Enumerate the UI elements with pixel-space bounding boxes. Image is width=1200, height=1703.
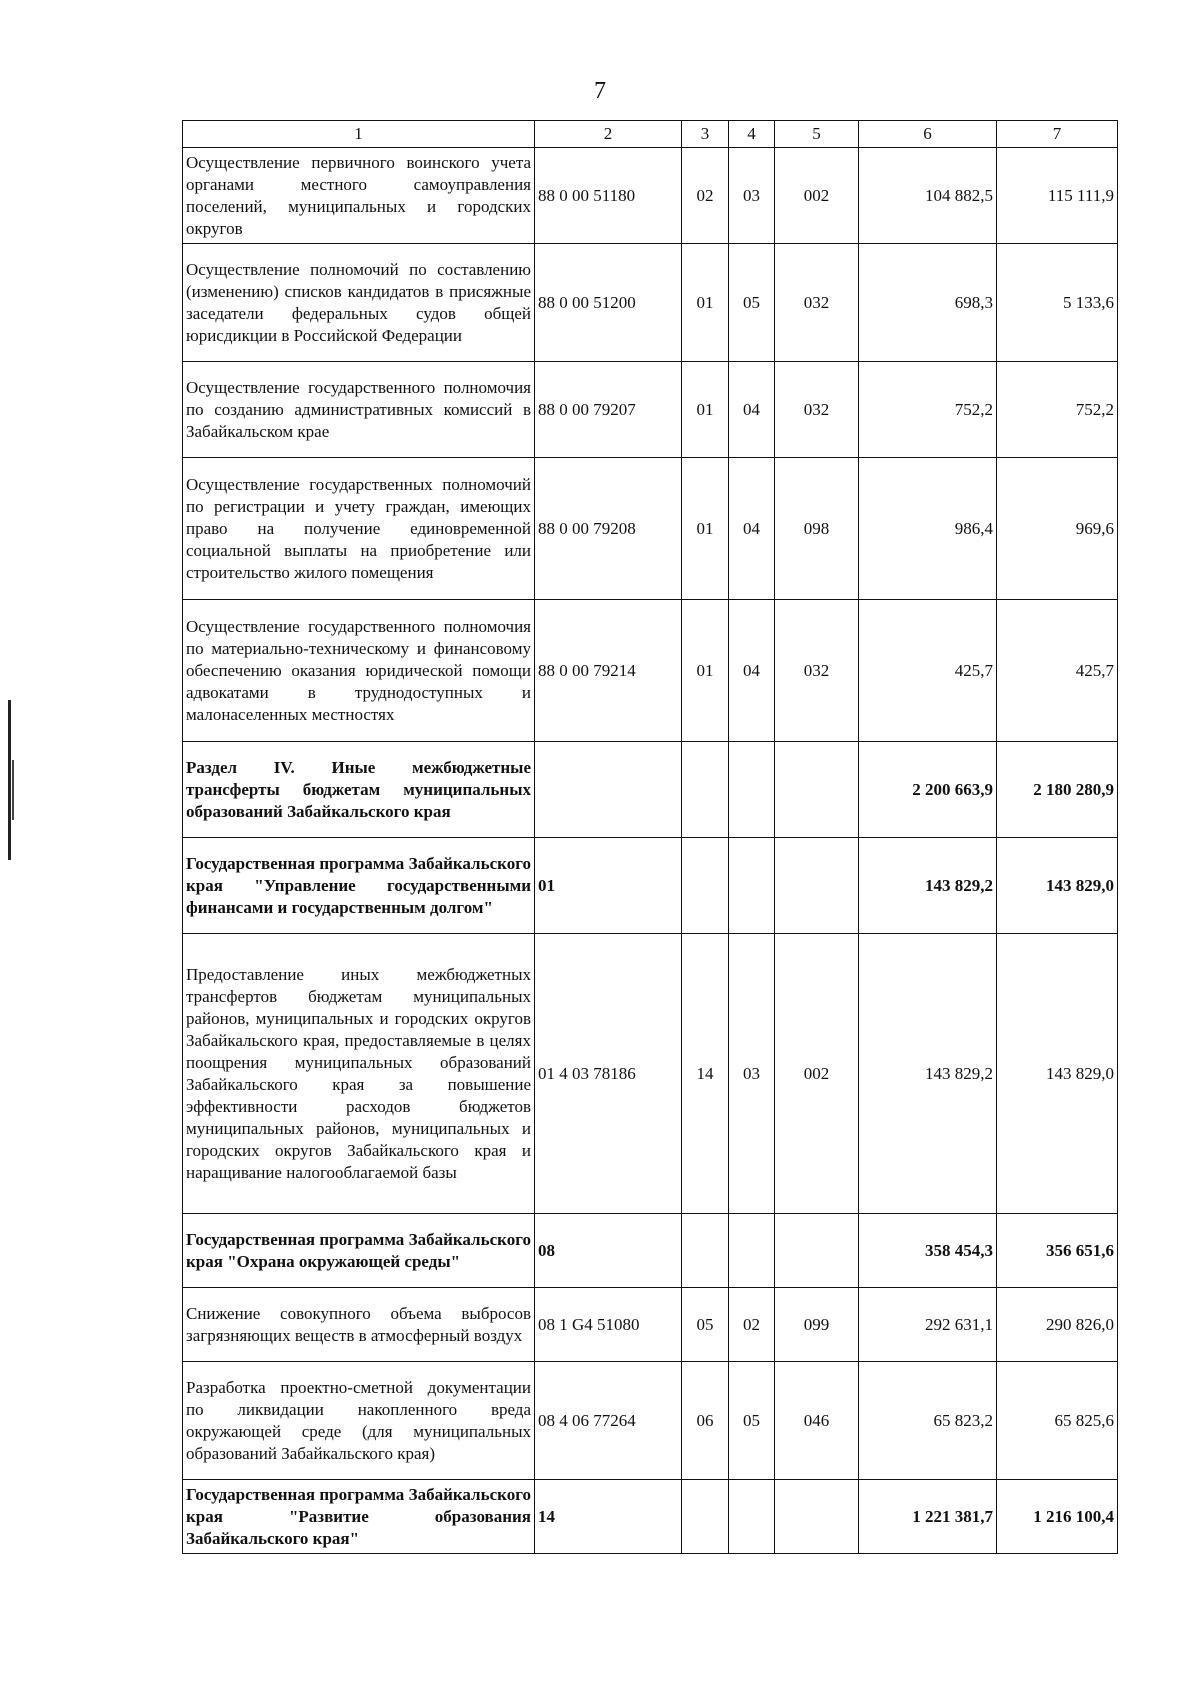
row-col3	[682, 838, 729, 934]
header-cell: 1	[183, 121, 535, 148]
row-col4	[729, 838, 775, 934]
row-name: Осуществление государственного полномочия по созданию административных комиссий в Забайкальском крае	[183, 362, 535, 458]
row-value-6: 986,4	[859, 458, 997, 600]
row-name: Снижение совокупного объема выбросов загрязняющих веществ в атмосферный воздух	[183, 1288, 535, 1362]
row-col3: 02	[682, 148, 729, 244]
row-code: 88 0 00 79214	[535, 600, 682, 742]
row-col3	[682, 1480, 729, 1554]
row-col5: 098	[775, 458, 859, 600]
row-col4: 03	[729, 934, 775, 1214]
row-code: 08	[535, 1214, 682, 1288]
row-col3: 05	[682, 1288, 729, 1362]
row-code	[535, 742, 682, 838]
row-col3: 01	[682, 362, 729, 458]
row-value-7: 65 825,6	[997, 1362, 1118, 1480]
row-col3: 01	[682, 458, 729, 600]
row-value-7: 752,2	[997, 362, 1118, 458]
row-col3: 01	[682, 600, 729, 742]
row-col3: 01	[682, 244, 729, 362]
header-cell: 2	[535, 121, 682, 148]
row-code: 88 0 00 79207	[535, 362, 682, 458]
row-col3: 06	[682, 1362, 729, 1480]
table-row	[183, 1288, 1118, 1362]
row-col5: 099	[775, 1288, 859, 1362]
header-cell: 3	[682, 121, 729, 148]
row-value-7: 5 133,6	[997, 244, 1118, 362]
row-col5: 032	[775, 600, 859, 742]
row-name: Государственная программа Забайкальского края "Управление государственными финансами и государственным долгом"	[183, 838, 535, 934]
program-row	[183, 838, 1118, 934]
row-value-6: 1 221 381,7	[859, 1480, 997, 1554]
row-value-7: 2 180 280,9	[997, 742, 1118, 838]
row-code: 14	[535, 1480, 682, 1554]
header-cell: 5	[775, 121, 859, 148]
row-col4: 04	[729, 362, 775, 458]
row-col5	[775, 838, 859, 934]
row-value-7: 143 829,0	[997, 838, 1118, 934]
program-row	[183, 1214, 1118, 1288]
row-code: 88 0 00 51180	[535, 148, 682, 244]
row-name: Осуществление государственных полномочий по регистрации и учету граждан, имеющих право на получение единовременной социальной выплаты на приобретение или строительство жилого помещения	[183, 458, 535, 600]
header-cell: 4	[729, 121, 775, 148]
page-edge-mark	[8, 700, 11, 860]
row-col4	[729, 1480, 775, 1554]
row-col4	[729, 1214, 775, 1288]
row-col3	[682, 742, 729, 838]
program-row	[183, 1480, 1118, 1554]
row-name: Разработка проектно-сметной документации по ликвидации накопленного вреда окружающей среде (для муниципальных образований Забайкальского края)	[183, 1362, 535, 1480]
table-row	[183, 244, 1118, 362]
row-value-6: 698,3	[859, 244, 997, 362]
row-value-6: 292 631,1	[859, 1288, 997, 1362]
row-col4	[729, 742, 775, 838]
row-value-6: 143 829,2	[859, 934, 997, 1214]
row-col5: 032	[775, 244, 859, 362]
row-col5	[775, 1480, 859, 1554]
row-code: 01 4 03 78186	[535, 934, 682, 1214]
row-value-6: 2 200 663,9	[859, 742, 997, 838]
row-col5	[775, 742, 859, 838]
row-name: Осуществление полномочий по составлению (изменению) списков кандидатов в присяжные заседатели федеральных судов общей юрисдикции в Российской Федерации	[183, 244, 535, 362]
header-cell: 6	[859, 121, 997, 148]
table-row	[183, 362, 1118, 458]
row-col5: 032	[775, 362, 859, 458]
row-name: Осуществление государственного полномочия по материально-техническому и финансовому обеспечению оказания юридической помощи адвокатами в труднодоступных и малонаселенных местностях	[183, 600, 535, 742]
row-value-7: 143 829,0	[997, 934, 1118, 1214]
table-row	[183, 934, 1118, 1214]
budget-table	[182, 120, 1118, 1554]
row-value-6: 752,2	[859, 362, 997, 458]
row-value-7: 290 826,0	[997, 1288, 1118, 1362]
section-row	[183, 742, 1118, 838]
row-col4: 05	[729, 1362, 775, 1480]
row-col4: 03	[729, 148, 775, 244]
row-col5	[775, 1214, 859, 1288]
table-row	[183, 458, 1118, 600]
row-name: Государственная программа Забайкальского края "Развитие образования Забайкальского края"	[183, 1480, 535, 1554]
row-col5: 002	[775, 934, 859, 1214]
header-row	[183, 121, 1118, 148]
row-col4: 05	[729, 244, 775, 362]
row-col4: 02	[729, 1288, 775, 1362]
row-col3	[682, 1214, 729, 1288]
row-value-7: 115 111,9	[997, 148, 1118, 244]
row-code: 88 0 00 79208	[535, 458, 682, 600]
page-edge-mark	[12, 760, 14, 820]
table-row	[183, 600, 1118, 742]
row-code: 08 1 G4 51080	[535, 1288, 682, 1362]
row-col3: 14	[682, 934, 729, 1214]
row-value-7: 425,7	[997, 600, 1118, 742]
row-code: 01	[535, 838, 682, 934]
row-name: Осуществление первичного воинского учета органами местного самоуправления поселений, муниципальных и городских округов	[183, 148, 535, 244]
row-value-7: 969,6	[997, 458, 1118, 600]
header-cell: 7	[997, 121, 1118, 148]
row-value-6: 425,7	[859, 600, 997, 742]
row-name: Раздел IV. Иные межбюджетные трансферты бюджетам муниципальных образований Забайкальского края	[183, 742, 535, 838]
row-value-6: 358 454,3	[859, 1214, 997, 1288]
row-value-7: 356 651,6	[997, 1214, 1118, 1288]
table-row	[183, 148, 1118, 244]
table-row	[183, 1362, 1118, 1480]
row-col5: 002	[775, 148, 859, 244]
page-number: 7	[594, 78, 606, 104]
row-code: 08 4 06 77264	[535, 1362, 682, 1480]
row-value-6: 65 823,2	[859, 1362, 997, 1480]
row-value-6: 104 882,5	[859, 148, 997, 244]
row-name: Государственная программа Забайкальского края "Охрана окружающей среды"	[183, 1214, 535, 1288]
row-value-7: 1 216 100,4	[997, 1480, 1118, 1554]
row-value-6: 143 829,2	[859, 838, 997, 934]
row-col4: 04	[729, 458, 775, 600]
row-name: Предоставление иных межбюджетных трансфертов бюджетам муниципальных районов, муниципальных и городских округов Забайкальского края, предоставляемые в целях поощрения муниципальных образований Забайкальского края за повышение эффективности расходов бюджетов муниципальных районов, муниципальных и городских округов Забайкальского края и наращивание налогооблагаемой базы	[183, 934, 535, 1214]
row-col5: 046	[775, 1362, 859, 1480]
row-col4: 04	[729, 600, 775, 742]
row-code: 88 0 00 51200	[535, 244, 682, 362]
